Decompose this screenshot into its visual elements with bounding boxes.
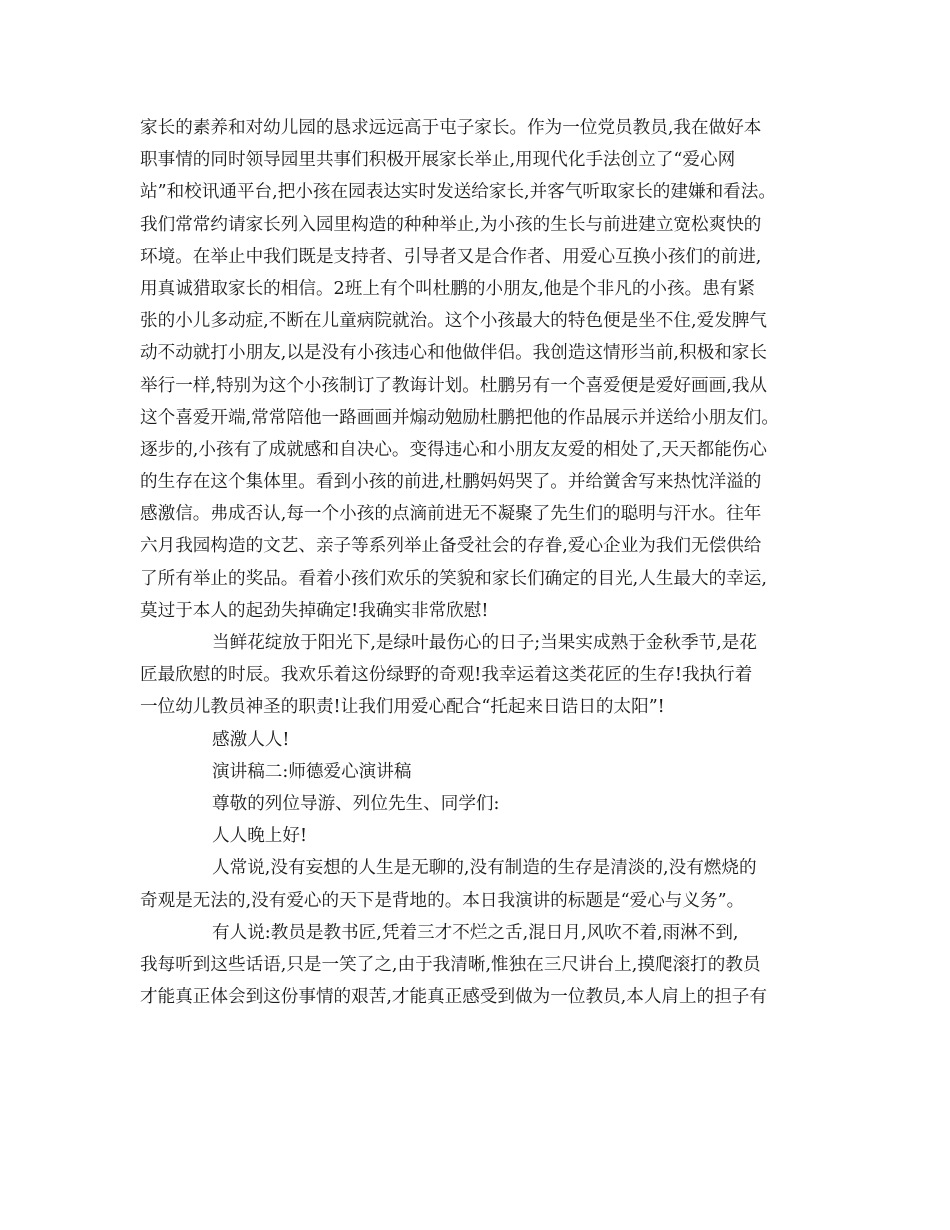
- text-line: 感激信。弗成否认,每一个小孩的点滴前进无不凝聚了先生们的聪明与汗水。往年: [140, 504, 762, 525]
- text-line: 站”和校讯通平台,把小孩在园表达实时发送给家长,并客气听取家长的建嫌和看法。: [140, 182, 776, 203]
- text-line: 环境。在举止中我们既是支持者、引导者又是合作者、用爱心互换小孩们的前进,: [140, 246, 762, 267]
- text-line: 逐步的,小孩有了成就感和自决心。变得违心和小朋友友爱的相处了,天天都能伤心: [140, 439, 767, 460]
- text-line: 莫过于本人的起劲失掉确定!我确实非常欣慰!: [140, 600, 489, 621]
- text-line: 的生存在这个集体里。看到小孩的前进,杜鹏妈妈哭了。并给黉舍写来热忱洋溢的: [140, 472, 762, 493]
- text-line: 了所有举止的奖品。看着小孩们欢乐的笑貌和家长们确定的目光,人生最大的幸运,: [140, 568, 767, 589]
- text-line: 当鲜花绽放于阳光下,是绿叶最伤心的日子;当果实成熟于金秋季节,是花: [212, 633, 757, 653]
- body-text: [140, 112, 820, 1013]
- text-line: 举行一样,特别为这个小孩制订了教诲计划。杜鹏另有一个喜爱便是爱好画画,我从: [140, 375, 767, 396]
- text-line: 有人说:教员是教书匠,凭着三才不烂之舌,混日月,风吹不着,雨淋不到,: [212, 922, 739, 943]
- text-line: 这个喜爱开端,常常陪他一路画画并煽动勉励杜鹏把他的作品展示并送给小朋友们。: [140, 407, 779, 428]
- text-line: 才能真正体会到这份事情的艰苦,才能真正感受到做为一位教员,本人肩上的担子有: [140, 987, 767, 1008]
- text-line: 奇观是无法的,没有爱心的天下是背地的。本日我演讲的标题是“爱心与义务”。: [140, 890, 745, 911]
- text-line: 匠最欣慰的时辰。我欢乐着这份绿野的奇观!我幸运着这类花匠的生存!我执行着: [140, 665, 753, 686]
- text-line: 一位幼儿教员神圣的职责!让我们用爱心配合“托起来日诰日的太阳”!: [140, 697, 665, 718]
- text-line: 六月我园构造的文艺、亲子等系列举止备受社会的存眷,爱心企业为我们无偿供给: [140, 536, 762, 557]
- text-line: 人人晚上好!: [212, 826, 308, 847]
- text-line: 我们常常约请家长列入园里构造的种种举止,为小孩的生长与前进建立宽松爽快的: [140, 214, 762, 235]
- text-line: 感激人人!: [212, 729, 290, 750]
- text-line: 尊敬的列位导游、列位先生、同学们:: [212, 793, 500, 814]
- text-line: 演讲稿二:师德爱心演讲稿: [212, 761, 412, 782]
- text-line: 我每听到这些话语,只是一笑了之,由于我清晰,惟独在三尺讲台上,摸爬滚打的教员: [140, 954, 761, 975]
- text-line: 家长的素养和对幼儿园的恳求远远高于屯子家长。作为一位党员教员,我在做好本: [140, 118, 762, 138]
- text-line: 张的小儿多动症,不断在儿童病院就治。这个小孩最大的特色便是坐不住,爱发脾气: [140, 311, 767, 332]
- text-line: 用真诚猎取家长的相信。2班上有个叫杜鹏的小朋友,他是个非凡的小孩。患有紧: [140, 278, 755, 299]
- text-line: 动不动就打小朋友,以是没有小孩违心和他做伴侣。我创造这情形当前,积极和家长: [140, 343, 767, 364]
- text-line: 职事情的同时领导园里共事们积极开展家长举止,用现代化手法创立了“爱心网: [140, 150, 736, 171]
- text-line: 人常说,没有妄想的人生是无聊的,没有制造的生存是清淡的,没有燃烧的: [212, 858, 757, 879]
